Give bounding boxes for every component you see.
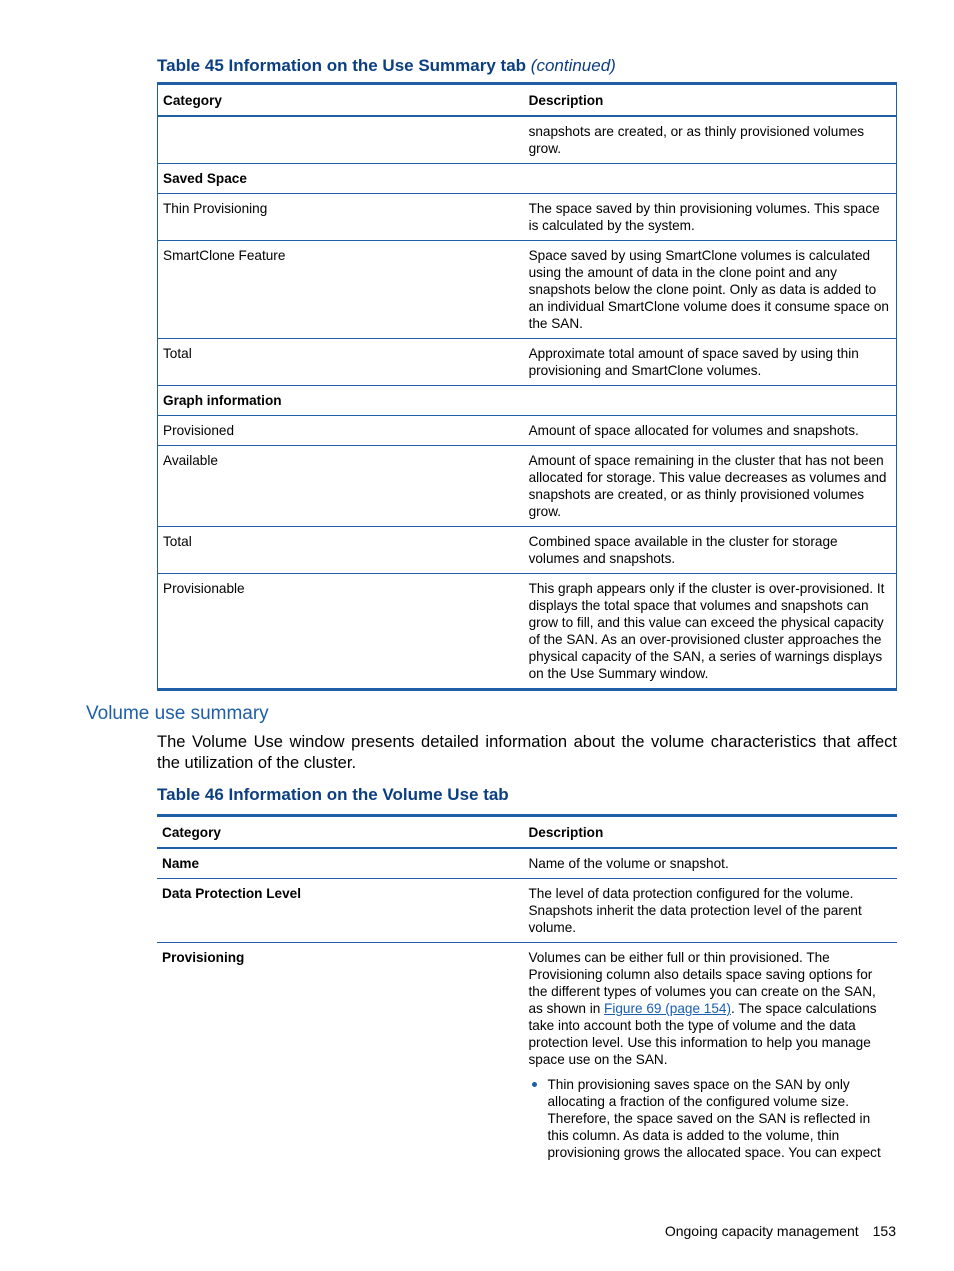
table-group-row (158, 164, 897, 194)
footer-section-title: Ongoing capacity management (664, 1223, 859, 1239)
table-cell-description: Name of the volume or snapshot. (528, 856, 729, 871)
table-row (157, 879, 897, 943)
table-cell-description (524, 386, 897, 416)
table-45-header-category: Category (163, 93, 222, 108)
table-45-body (158, 116, 897, 690)
table-cell-description (524, 164, 897, 194)
table-row (158, 116, 897, 164)
table-row (158, 574, 897, 690)
table-row (158, 241, 897, 339)
table-45-header-row (158, 84, 897, 117)
table-cell-category (158, 116, 524, 164)
table-46-header-description: Description (528, 825, 604, 840)
table-cell-category: Total (163, 346, 192, 361)
table-cell-category: SmartClone Feature (163, 248, 286, 263)
figure-69-link[interactable]: Figure 69 (page 154) (604, 1001, 732, 1016)
table-46-body (157, 848, 897, 1167)
table-45 (157, 82, 897, 691)
table-cell-description: Space saved by using SmartClone volumes is calculated using the amount of data in the clone point and any snapshots below the clone point. Only as data is added to an individual SmartClone volume does it consume space on the SAN. (528, 248, 889, 331)
table-row (158, 194, 897, 241)
section-heading: Volume use summary (86, 703, 269, 724)
table-45-caption-title: Table 45 Information on the Use Summary tab (157, 56, 527, 75)
page-number: 153 (872, 1223, 896, 1239)
table-cell-category: Graph information (163, 393, 282, 408)
table-cell-category: Available (163, 453, 218, 468)
table-cell-category: Data Protection Level (162, 886, 301, 901)
section-body-text: The Volume Use window presents detailed information about the volume characteristics that affect the utilization of the cluster. (157, 733, 897, 772)
page-footer (665, 1223, 896, 1239)
table-cell-description: Amount of space remaining in the cluster that has not been allocated for storage. This value decreases as volumes and snapshots are created, or as thinly provisioned volumes grow. (528, 453, 887, 519)
table-cell-description: snapshots are created, or as thinly provisioned volumes grow. (528, 124, 865, 156)
table-cell-category: Name (162, 856, 200, 871)
table-row-provisioning (157, 943, 897, 1168)
table-row (158, 339, 897, 386)
table-cell-category: Provisioned (163, 423, 235, 438)
table-cell-description: This graph appears only if the cluster is over-provisioned. It displays the total space that volumes and snapshots can grow to fill, and this value can exceed the physical capacity of the SAN. As an over-provisioned cluster approaches the physical capacity of the SAN, a series of warnings displays on the Use Summary window. (528, 581, 885, 681)
table-cell-description: The level of data protection configured for the volume. Snapshots inherit the data protection level of the parent volume. (528, 886, 862, 935)
table-cell-category: Total (163, 534, 192, 549)
table-cell-description: Amount of space allocated for volumes and snapshots. (528, 423, 859, 438)
table-cell-category: Saved Space (163, 171, 247, 186)
table-cell-description: Approximate total amount of space saved by using thin provisioning and SmartClone volumes. (528, 346, 859, 378)
table-row (158, 416, 897, 446)
table-46-caption: Table 46 Information on the Volume Use tab (157, 785, 509, 804)
table-46-header-category: Category (162, 825, 221, 840)
table-cell-category: Provisionable (163, 581, 245, 596)
table-row (157, 848, 897, 879)
table-row (158, 527, 897, 574)
table-cell-category: Provisioning (162, 950, 245, 965)
list-item: Thin provisioning saves space on the SAN by only allocating a fraction of the configured volume size. Therefore, the space saved on the SAN is reflected in this column. As data is added to the volume, thin provisioning grows the allocated space. You can expect (547, 1076, 892, 1161)
provisioning-bullet-list (528, 1076, 892, 1161)
table-45-caption (157, 56, 616, 76)
table-group-row (158, 386, 897, 416)
table-46 (157, 814, 897, 1167)
table-46-header-row (157, 816, 897, 849)
table-cell-description (523, 943, 897, 1168)
provisioning-text-before-link: Volumes can be either full or thin provisioned. The Provisioning column also details space saving options for the different types of volumes you can create on the SAN, as shown in (528, 950, 876, 1016)
table-45-caption-suffix: (continued) (530, 56, 616, 75)
table-row (158, 446, 897, 527)
provisioning-text-after-link: . The space calculations take into account both the type of volume and the data protection level. Use this information to help you manage space use on the SAN. (528, 1001, 877, 1067)
table-45-header-description: Description (528, 93, 604, 108)
table-cell-category: Thin Provisioning (163, 201, 268, 216)
table-cell-description: Combined space available in the cluster for storage volumes and snapshots. (528, 534, 838, 566)
table-cell-description: The space saved by thin provisioning volumes. This space is calculated by the system. (528, 201, 880, 233)
